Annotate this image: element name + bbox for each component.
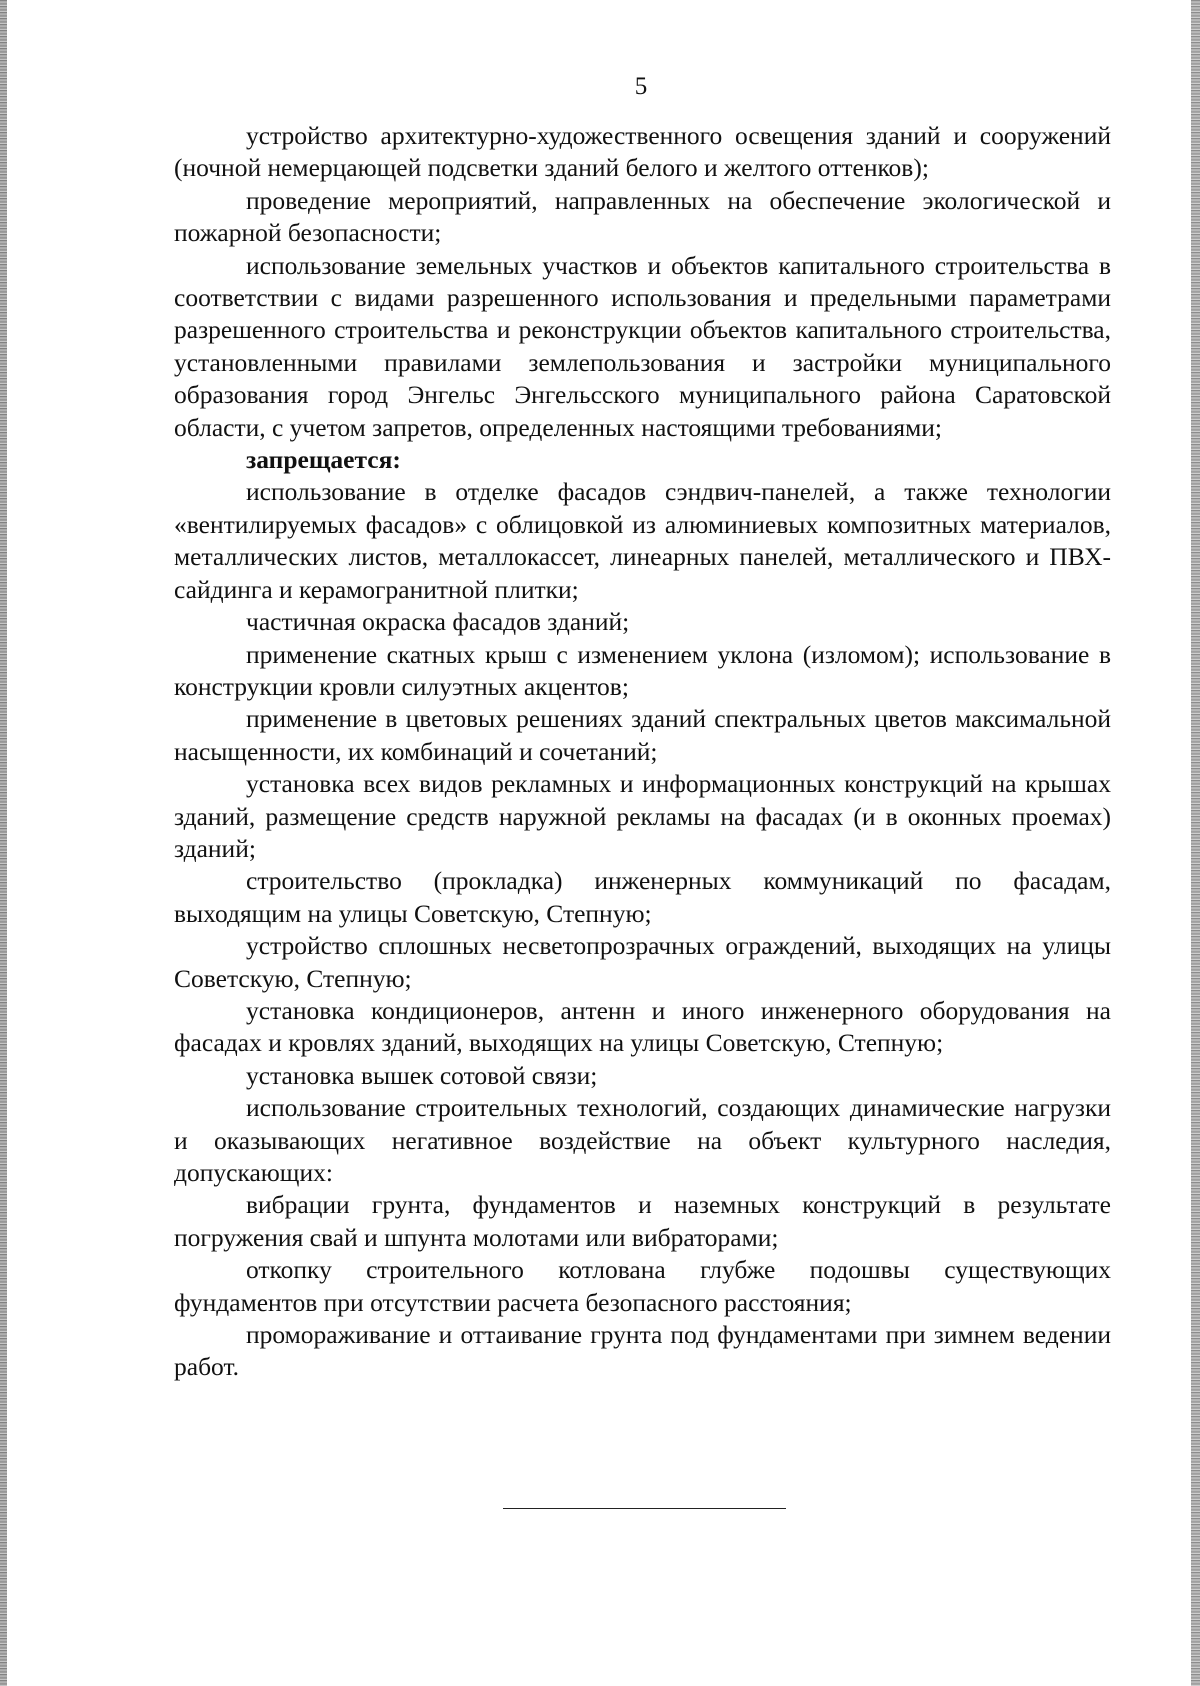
scan-edge-left (0, 0, 7, 1686)
end-of-document-rule (503, 1508, 786, 1509)
page-number: 5 (634, 73, 648, 100)
paragraph-equipment: установка кондиционеров, антенн и иного инженерного оборудования на фасадах и кровлях зданий, выходящих на улицы Советскую, Степную; (174, 995, 1111, 1058)
paragraph-colors: применение в цветовых решениях зданий спектральных цветов максимальной насыщенности, их комбинаций и сочетаний; (174, 704, 1111, 766)
paragraph-fences: устройство сплошных несветопрозрачных ограждений, выходящих на улицы Советскую, Степную; (174, 931, 1111, 993)
paragraph-excavation: откопку строительного котлована глубже подошвы существующих фундаментов при отсутствии расчета безопасного расстояния; (174, 1255, 1111, 1317)
paragraph-lighting: устройство архитектурно-художественного освещения зданий и сооружений (ночной немерцающей подсветки зданий белого и желтого оттенков); (174, 121, 1111, 183)
paragraph-cell-towers: установка вышек сотовой связи; (246, 1060, 598, 1090)
paragraph-advertising: установка всех видов рекламных и информационных конструкций на крышах зданий, размещение средств наружной рекламы на фасадах (и в оконных проемах) зданий; (174, 769, 1111, 863)
paragraph-partial-painting: частичная окраска фасадов зданий; (246, 607, 630, 637)
paragraph-utilities: строительство (прокладка) инженерных коммуникаций по фасадам, выходящим на улицы Советскую, Степную; (174, 866, 1111, 928)
document-body (174, 120, 1111, 1384)
paragraph-facade-materials: использование в отделке фасадов сэндвич-панелей, а также технологии «вентилируемых фасадов» с облицовкой из алюминиевых композитных материалов, металлических листов, металлокассет, линеарных панелей, металлического и ПВХ-сайдинга и керамогранитной плитки; (174, 477, 1111, 604)
scan-edge-right (1191, 0, 1200, 1686)
paragraph-freezing: промораживание и оттаивание грунта под фундаментами при зимнем ведении работ. (174, 1320, 1111, 1382)
prohibited-heading: запрещается: (246, 445, 401, 475)
paragraph-vibration: вибрации грунта, фундаментов и наземных конструкций в результате погружения свай и шпунта молотами или вибраторами; (174, 1190, 1111, 1252)
paragraph-safety: проведение мероприятий, направленных на обеспечение экологической и пожарной безопасности; (174, 185, 1111, 248)
paragraph-roofs: применение скатных крыш с изменением уклона (изломом); использование в конструкции кровли силуэтных акцентов; (174, 639, 1111, 701)
paragraph-construction-tech: использование строительных технологий, создающих динамические нагрузки и оказывающих негативное воздействие на объект культурного наследия, допускающих: (174, 1093, 1111, 1187)
paragraph-land-use: использование земельных участков и объектов капитального строительства в соответствии с видами разрешенного использования и предельными параметрами разрешенного строительства и реконструкции объектов капитального строительства, установленными правилами землепользования и застройки муниципального образования город Энгельс Энгельсского муниципального района Саратовской области, с учетом запретов, определенных настоящими требованиями; (174, 250, 1111, 442)
